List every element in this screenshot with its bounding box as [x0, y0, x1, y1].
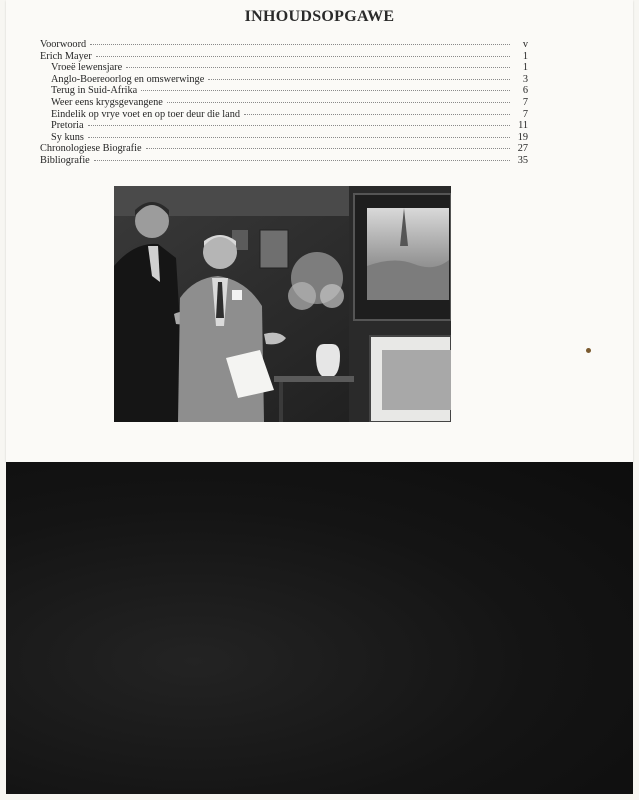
- toc-entry-label: Erich Mayer: [40, 50, 92, 62]
- toc-entry-page: 19: [517, 131, 528, 143]
- toc-entry-label: Weer eens krygsgevangene: [51, 96, 163, 108]
- toc-entry-page: 27: [517, 143, 528, 155]
- toc-entry-page: 3: [522, 73, 528, 85]
- toc-leader-dots: [126, 59, 510, 68]
- toc-entry-label: Chronologiese Biografie: [40, 143, 142, 155]
- paper-spot: [586, 348, 591, 353]
- book-page: [6, 0, 633, 462]
- toc-entry-page: 1: [522, 62, 528, 74]
- toc-leader-dots: [96, 48, 510, 57]
- toc-entry-page: 6: [522, 85, 528, 97]
- toc-entry-page: v: [522, 39, 528, 50]
- table-of-contents: [40, 38, 528, 166]
- toc-entry-label: Sy kuns: [51, 131, 84, 143]
- toc-entry-label: Eindelik op vrye voet en op toer deur die land: [51, 108, 241, 120]
- toc-entry-page: 11: [518, 120, 528, 132]
- toc-leader-dots: [244, 106, 510, 115]
- toc-entry-label: Pretoria: [51, 120, 84, 132]
- toc-leader-dots: [94, 152, 510, 161]
- toc-leader-dots: [146, 140, 510, 149]
- dark-background-surface: [6, 462, 633, 794]
- toc-entry-label: Bibliografie: [40, 154, 90, 166]
- toc-entry-label: Voorwoord: [40, 39, 87, 50]
- toc-leader-dots: [88, 117, 510, 126]
- toc-leader-dots: [208, 71, 510, 80]
- toc-leader-dots: [167, 94, 510, 103]
- toc-entry-label: Anglo-Boereoorlog en omswerwinge: [51, 73, 205, 85]
- toc-leader-dots: [90, 36, 510, 45]
- toc-leader-dots: [141, 82, 510, 91]
- black-and-white-photograph: [114, 186, 451, 422]
- toc-entry: [40, 154, 528, 166]
- toc-entry-page: 35: [517, 154, 528, 166]
- page-title: INHOUDSOPGAWE: [244, 8, 395, 25]
- toc-entry-page: 7: [522, 96, 528, 108]
- toc-entry-label: Vroeë lewensjare: [51, 62, 123, 74]
- toc-leader-dots: [88, 129, 510, 138]
- toc-entry-page: 1: [522, 50, 528, 62]
- toc-entry-label: Terug in Suid-Afrika: [51, 85, 138, 97]
- toc-entry-page: 7: [522, 108, 528, 120]
